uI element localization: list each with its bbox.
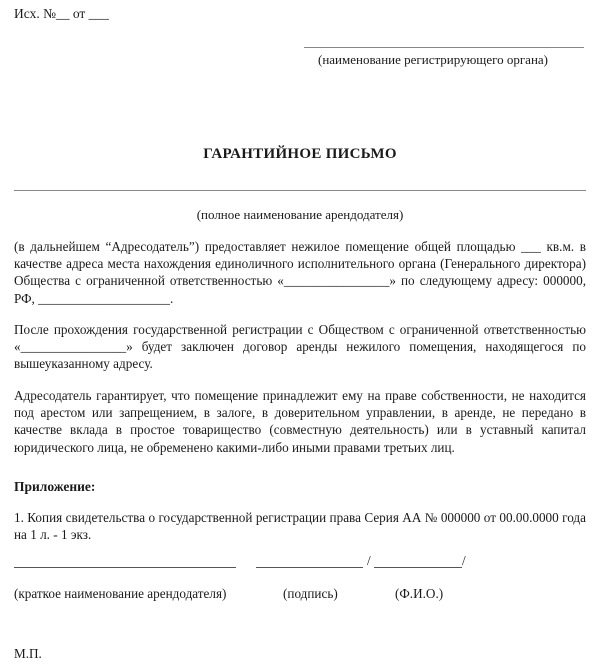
signature-fio-caption: (Ф.И.О.) <box>395 586 444 601</box>
signature-name-caption: (краткое наименование арендодателя) <box>14 586 227 601</box>
body-paragraph-3: Адресодатель гарантирует, что помещение принадлежит ему на праве собственности, не находится под арестом или запрещением, в залоге, в доверительном управлении, в аренде, не передано в качестве вклада в простое товарищество (совместную деятельность) или в уставный капитал юридического лица, не обременено какими-либо иными правами третьих лиц. <box>14 388 586 455</box>
stamp-placeholder: М.П. <box>14 646 42 661</box>
signature-fio-line <box>374 567 462 568</box>
lessor-name-caption: (полное наименование арендодателя) <box>196 207 404 222</box>
body-paragraph-1: (в дальнейшем “Адресодатель”) предоставляет нежилое помещение общей площадью ___ кв.м. в качестве адреса места нахождения единоличного исполнительного органа (Генерального директора) Общества с ограниченной ответственностью «________________» по следующему адресу: 000000, РФ, ____________________. <box>14 239 586 306</box>
lessor-name-line <box>14 190 586 191</box>
signature-name-line <box>14 567 236 568</box>
outgoing-reference: Исх. №__ от ___ <box>14 6 109 21</box>
signature-sign-caption: (подпись) <box>283 586 338 601</box>
body-paragraph-2: После прохождения государственной регистрации с Обществом с ограниченной ответственностью «________________» будет заключен договор аренды нежилого помещения, находящегося по вышеуказанному адресу. <box>14 322 586 372</box>
signature-sign-line <box>256 567 363 568</box>
registering-org-line <box>304 47 584 48</box>
annex-heading: Приложение: <box>14 479 96 494</box>
document-title: ГАРАНТИЙНОЕ ПИСЬМО <box>203 146 397 162</box>
signature-slash-right: / <box>462 553 466 568</box>
registering-org-caption: (наименование регистрирующего органа) <box>318 52 549 67</box>
annex-item-1: 1. Копия свидетельства о государственной регистрации права Серия АА № 000000 от 00.00.0000 года на 1 л. - 1 экз. <box>14 510 586 543</box>
signature-slash-left: / <box>367 553 371 568</box>
